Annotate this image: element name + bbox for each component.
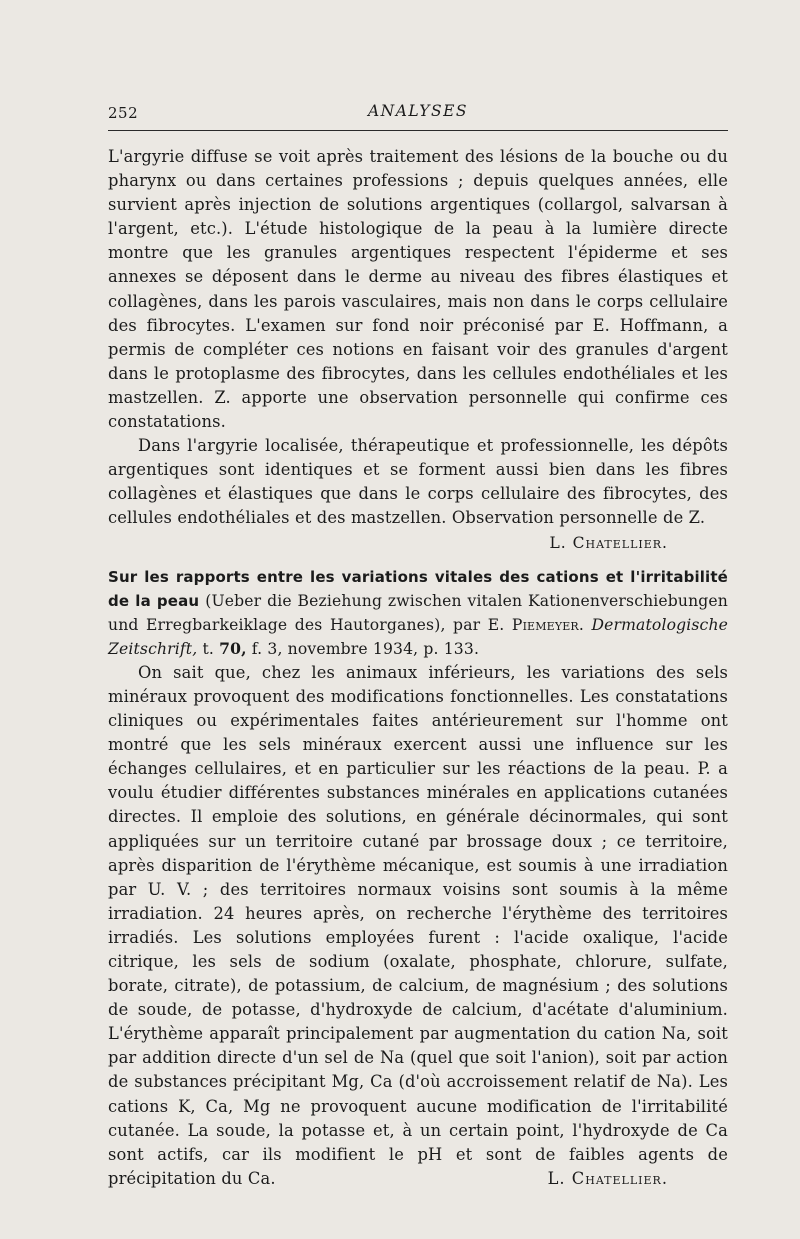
header-rule bbox=[108, 130, 728, 131]
article2-citation bbox=[108, 592, 728, 658]
running-head: ANALYSES bbox=[367, 102, 469, 120]
citation-prefix: (Ueber die Beziehung zwischen vitalen Kationenverschiebungen und Erregbarkeiklage des Hautorganes), par E. bbox=[108, 591, 729, 634]
article-cations bbox=[108, 565, 728, 1191]
article2-signature: L. Chatellier. bbox=[547, 1168, 668, 1188]
page-header bbox=[108, 100, 728, 128]
citation-journal: Dermatologische Zeitschrift, bbox=[108, 615, 729, 658]
article-argyrie bbox=[108, 145, 728, 555]
citation-author: Piemeyer. bbox=[511, 615, 584, 634]
article2-heading bbox=[108, 565, 728, 661]
page bbox=[108, 100, 728, 1191]
article2-title: Sur les rapports entre les variations vitales des cations et l'irritabilité de la peau bbox=[108, 567, 728, 610]
article2-paragraph1 bbox=[108, 661, 728, 1191]
article1-paragraph1: L'argyrie diffuse se voit après traitement des lésions de la bouche ou du pharynx ou dans certaines professions ; depuis quelques années, elle survient après injection de solutions argentiques (collargol, salvarsan à l'argent, etc.). L'étude histologique de la peau à la lumière directe montre que les granules argentiques respectent l'épiderme et ses annexes se déposent dans le derme au niveau des fibres élastiques et collagènes, dans les parois vasculaires, mais non dans le corps cellulaire des fibrocytes. L'examen sur fond noir préconisé par E. Hoffmann, a permis de compléter ces notions en faisant voir des granules d'argent dans le protoplasme des fibrocytes, dans les cellules endothéliales et les mastzellen. Z. apporte une observation personnelle qui confirme ces constatations. bbox=[108, 147, 728, 432]
citation-volume-prefix: t. bbox=[202, 639, 214, 658]
citation-volume: 70, bbox=[219, 638, 247, 658]
page-number: 252 bbox=[108, 104, 139, 122]
article1-paragraph2: Dans l'argyrie localisée, thérapeutique et professionnelle, les dépôts argentiques sont identiques et se forment aussi bien dans les fibres collagènes et élastiques que dans le corps cellulaire des fibrocytes, des cellules endothéliales et des mastzellen. Observation personnelle de Z. bbox=[108, 436, 728, 528]
article2-paragraph1-text: On sait que, chez les animaux inférieurs, les variations des sels minéraux provoquent des modifications fonctionnelles. Les constatations cliniques ou expérimentales faites antérieurement sur l'homme ont montré que les sels minéraux exercent aussi une influence sur les échanges cellulaires, et en particulier sur les réactions de la peau. P. a voulu étudier différentes substances minérales en applications cutanées directes. Il emploie des solutions, en générale décinormales, qui sont appliquées sur un territoire cutané par brossage doux ; ce territoire, après disparition de l'érythème mécanique, est soumis à une irradiation par U. V. ; des territoires normaux voisins sont soumis à la même irradiation. 24 heures après, on recherche l'érythème des territoires irradiés. Les solutions employées furent : l'acide oxalique, l'acide citrique, les sels de sodium (oxalate, phosphate, chlorure, sulfate, borate, citrate), de potassium, de calcium, de magnésium ; des solutions de soude, de potasse, d'hydroxyde de calcium, d'acétate d'aluminium. L'érythème apparaît principalement par augmentation du cation Na, soit par addition directe d'un sel de Na (quel que soit l'anion), soit par action de substances précipitant Mg, Ca (d'où accroissement relatif de Na). Les cations K, Ca, Mg ne provoquent aucune modification de l'irritabilité cutanée. La soude, la potasse et, à un certain point, l'hydroxyde de Ca sont actifs, car ils modifient le pH et sont de faibles agents de précipitation du Ca. bbox=[108, 662, 728, 1188]
citation-issue: f. 3, novembre 1934, p. 133. bbox=[251, 639, 480, 658]
article1-signature: L. Chatellier. bbox=[549, 533, 668, 552]
